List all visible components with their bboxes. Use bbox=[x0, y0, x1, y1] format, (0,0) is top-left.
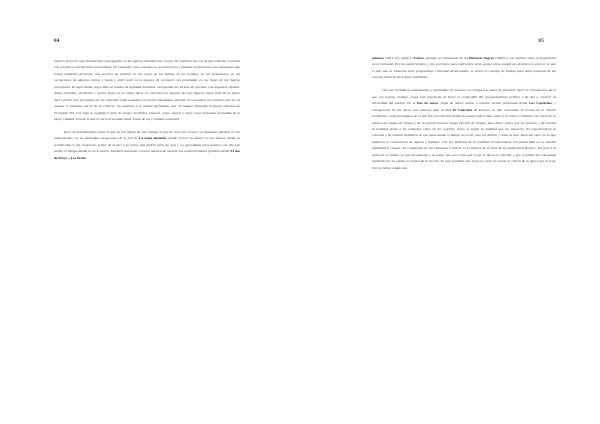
body-text: Una vez recibida la autorización, y aprobados los bocetos, se entrega a la labor de pintarlos. Pero en retrospectiva de lo que eso traería consigo, Goya está queriendo al inicio el compendio del arrepentimiento político y de dar a conocer la heroicidad del pueblo. En el bbox=[372, 88, 556, 106]
paragraph bbox=[54, 129, 240, 161]
body-text: o bbox=[67, 155, 71, 160]
bold-title-text: Dos de mayo bbox=[417, 101, 438, 106]
bold-title-text: Los fusila- bbox=[70, 155, 87, 160]
body-text: (1820), o sus cuadros sobre la Inquisición en el Carnaval. Por sus autorretratos, y con un mismo para suficientes serán gestos cómo mundo sus distintos en estos se ve que el país que su situación entre progresistas y libertad afrancesados, se ofrece el Consejo de Estado para dejar memoria de las escenas heroicas del pueblo madrileño. bbox=[372, 56, 557, 80]
page-number-right: 85 bbox=[538, 38, 544, 44]
page-number-left: 84 bbox=[54, 38, 60, 44]
bold-title-text: La maja desnuda bbox=[139, 136, 167, 141]
left-page-body bbox=[54, 58, 240, 161]
body-text: Para un entendimiento sobre lo que no era objeto de este trabajo lo que de crear fue conocer su apoteósis plástica en sus autorretratos, en las delicadas carnaciones de la piel de bbox=[54, 129, 240, 141]
paragraph bbox=[54, 58, 240, 123]
body-text: , perlado ya claramente de las bbox=[423, 56, 470, 60]
body-text: , y consiguieron de las obras, que interesa aquí la idea bbox=[372, 101, 556, 112]
bold-title-text: El Guernica bbox=[452, 107, 473, 112]
paragraph bbox=[372, 55, 556, 81]
bold-title-text: Los Caprichos bbox=[529, 101, 552, 106]
body-text: nuestro proyecto una iluminación caravaggista en las figuras situadas tras Carlos IV, mientras que las demás estarían resueltas con arreglo a concepciones naturalistas. En cualquier caso el asunto es un muestrario y plantea resoluciones, una amalgama que tratan sabiduría pictórica, una muestra de texturas en los rasos, en los tejidos, en los tocados, en los ornamentos, en las carnaciones de algunos rostros y hasta y sobre todo en la manera de reconocer las pinceladas en los trajes de las figuras principales. Es aquí donde Goya dota al cuadro de agilidad luminosa, excluyendo las formas de ejecutar, con impastos rápidos, sutiles barridos, elementos y gestos. Parte de su mejor hacer se concentra en algunas de esas figuras, sobre todo de su mejor hacer pintor. Los personajes de los extremos están tratados con menos intensidad, además, al encuadrar los nombres por ser al otorgar a contratar que la de su entorno. No sabemos si se estaba perfilando, una sin imágen biografía la figura siniestra de Fernando VII. Con todo su magnífico reino de azules, amarillos, blancos, rosas, negros y rojos crean armonías renovadas de lo mejor calidad. Una de lo que en otra sería nada vacía. Llena de luz y sonidos musicales. bbox=[54, 59, 240, 122]
bold-title-text: El dos de Mayo bbox=[54, 149, 240, 160]
bold-title-text: mientos bbox=[372, 56, 384, 60]
bold-title-text: Coloso bbox=[413, 56, 424, 60]
body-text: , Goya de nuevo vuelve a nuestra revista preparada desde bbox=[437, 101, 530, 106]
body-text: (1814-15), hasta el bbox=[383, 56, 414, 60]
body-text: de Picasso, se han convertido en iconos de la cultura occidental, como paradigma de lo que fue una rebelión desde las masas enfurecidas sobre a la calle a combatir con cierto de su rabia a los tropas de choque y de su ejército invasor. Diego efectivo de choque, para hacer volver que los mismos, y de eventos la multitud desde a los soldados, como de los muertos, como se sentía la multitud que los masacres. El expresionismo se concreta y de manera definitiva en esa masa donde el dibujo no es tal, sino los deseos y cómo se dan. Para mis ojos, no lo que pudieron se convirtieron de agonía y dejadas. Con sus bullicios de la multitud revolucionaria con plasticidad en su tensión habilidad el choque. La conjunción de los elementos a buscar es la pintura de lo visto de la justificativa dentro y luz pese a la lucha en el cuadro. Lo que permanente y un humo, que no es otro que el que se da en el colorido, y que el pueblo sin ella queda mutilado por un espejo en manos de la muerte. Es muy probable que Goya no viese la escena ni visiera de la época que lo leyó. Por no haber estado ahí. bbox=[372, 107, 556, 170]
paragraph bbox=[372, 87, 556, 171]
right-page-body bbox=[372, 55, 556, 171]
right-page bbox=[300, 0, 600, 424]
bold-title-text: Pinturas Negras bbox=[469, 56, 494, 60]
body-text: , donde recorre la sangre en sus manos, donde la sentimental en las creaciones sutiles de la piel a su mirar, una delicia para los ojos y un aprendizaje para quienes con ella por perder el tiempo dando lo no lo hacen. También maestosa y mucha manera de mostrar los acontecimientos políticos desde bbox=[54, 136, 240, 154]
